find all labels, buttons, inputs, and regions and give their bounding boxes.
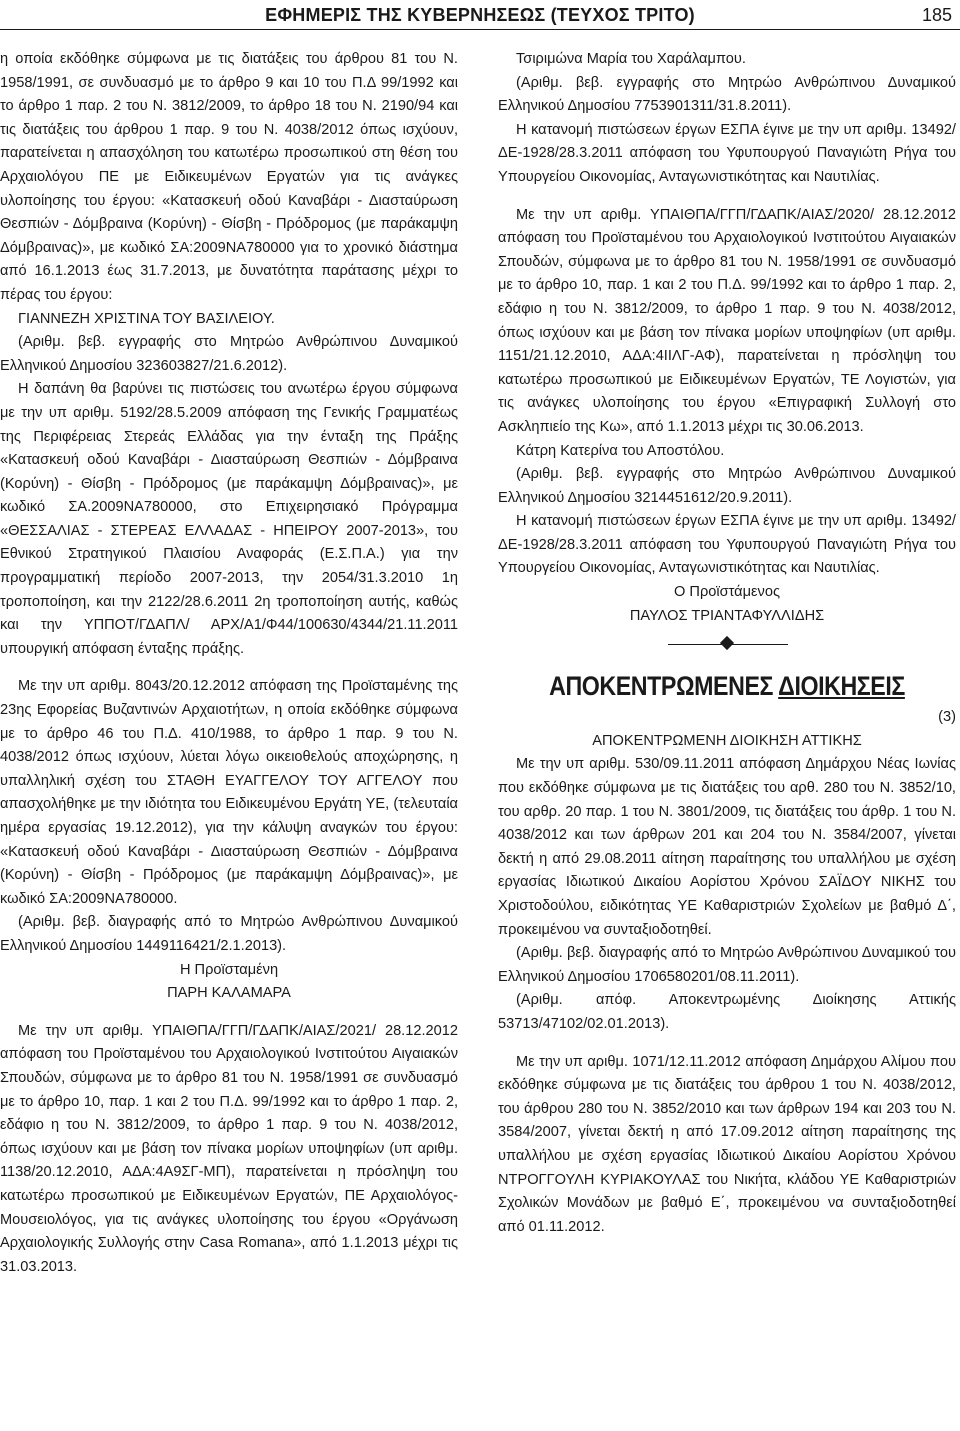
- section-heading-underlined: ΔΙΟΙΚΗΣΕΙΣ: [778, 671, 905, 702]
- section-heading-part: ΑΠΟΚΕΝΤΡΩΜΕΝΕΣ: [549, 671, 779, 702]
- section-number: (3): [938, 709, 956, 726]
- paragraph: Η κατανομή πιστώσεων έργων ΕΣΠΑ έγινε με την υπ αριθμ. 13492/ΔΕ-1928/28.3.2011 απόφαση του Υφυπουργού Παναγιώτη Ρήγα του Υπουργείου Οικονομίας, Ανταγωνιστικότητας και Ναυτιλίας.: [498, 513, 956, 577]
- left-column: [0, 48, 458, 1279]
- diamond-divider-icon: [498, 634, 956, 656]
- paragraph: Με την υπ αριθμ. ΥΠΑΙΘΠΑ/ΓΓΠ/ΓΔΑΠΚ/ΑΙΑΣ/2020/ 28.12.2012 απόφαση του Προϊσταμένου του Αρχαιολογικού Ινστιτούτου Αιγαιακών Σπουδών, σύμφωνα με το άρθρο 81 του Ν. 1958/1991 σε συνδυασμό με το άρθρο 10, παρ. 1 και 2 του Π.Δ. 99/1992 και το άρθρο 1 παρ. 2, εδάφιο η του Ν. 3812/2009, το άρθρο 1 παρ. 9 του Ν. 4038/2012, όπως ισχύουν και με βάση τον πίνακα μορίων υποψηφίων (υπ αριθμ. 1151/21.12.2010, ΑΔΑ:4ΙΙΛΓ-ΑΦ), παρατείνεται η πρόσληψη του κατωτέρω προσωπικού με Ειδικευμένων Εργατών, ΤΕ Λογιστών, για τις ανάγκες υλοποίησης του έργου «Επιγραφική Συλλογή στο Ασκληπιείο της Κω», από 1.1.2013 μέχρι τις 30.06.2013.: [498, 206, 956, 435]
- paragraph: (Αριθμ. βεβ. εγγραφής στο Μητρώο Ανθρώπινου Δυναμικού Ελληνικού Δημοσίου 3214451612/20.9.2011).: [498, 466, 956, 506]
- diamond-icon: [720, 636, 734, 650]
- sub-heading: ΑΠΟΚΕΝΤΡΩΜΕΝΗ ΔΙΟΙΚΗΣΗ ΑΤΤΙΚΗΣ: [592, 732, 862, 749]
- paragraph: (Αριθμ. απόφ. Αποκεντρωμένης Διοίκησης Αττικής 53713/47102/02.01.2013).: [498, 992, 956, 1032]
- signatory-name: ΠΑΥΛΟΣ ΤΡΙΑΝΤΑΦΥΛΛΙΔΗΣ: [629, 607, 825, 624]
- section-heading: [530, 666, 924, 706]
- person-name: Κάτρη Κατερίνα του Αποστόλου.: [516, 442, 725, 459]
- paragraph: η οποία εκδόθηκε σύμφωνα με τις διατάξεις του άρθρου 81 του Ν. 1958/1991, σε συνδυασμό με το άρθρο 9 και 10 του Π.Δ 99/1992 και το άρθρο 1 παρ. 2 του Ν. 3812/2009, το άρθρο 18 του Ν. 2190/94 και τις διατάξεις του άρθρου 1 παρ. 9 του Ν. 4038/2012 όπως ισχύουν, παρατείνεται η απασχόληση του κατωτέρω προσωπικού στη θέση του Αρχαιολόγου ΠΕ με Ειδικευμένων Εργατών για τις ανάγκες υλοποίησης του έργου: «Κατασκευή οδού Καναβάρι - Διασταύρωση Θεσπιών - Δόμβραινα (Κορύνη) - Θίσβη - Πρόδρομος (με παράκαμψη Δόμβραινας)», με κωδικό ΣΑ:2009ΝΑ780000 για το χρονικό διάστημα από 16.1.2013 έως 31.7.2013, με δυνατότητα παράτασης μέχρι το πέρας του έργου:: [0, 51, 458, 303]
- page-header: [0, 0, 960, 30]
- person-name: ΓΙΑΝΝΕΖΗ ΧΡΙΣΤΙΝΑ ΤΟΥ ΒΑΣΙΛΕΙΟΥ.: [18, 310, 275, 327]
- paragraph: Με την υπ αριθμ. 530/09.11.2011 απόφαση Δημάρχου Νέας Ιωνίας που εκδόθηκε σύμφωνα με τις διατάξεις του αρθ. 280 του Ν. 3852/10, του αρθρ. 20 παρ. 1 του Ν. 3801/2009, τις διατάξεις του άρθρ. 1 του Ν. 4038/2012 και των άρθρων 201 και 204 του Ν. 3584/2007, γίνεται δεκτή η από 29.08.2011 αίτηση παραίτησης του υπαλλήλου με σχέση εργασίας Ιδιωτικού Δικαίου Αορίστου Χρόνου ΣΑΪΔΟΥ ΝΙΚΗΣ του Χριστοδούλου, ειδικότητας ΥΕ Καθαριστριών Σχολείων με βαθμό Δ΄, προκειμένου να συνταξιοδοτηθεί.: [498, 756, 956, 938]
- signatory-name: ΠΑΡΗ ΚΑΛΑΜΑΡΑ: [167, 985, 291, 1002]
- right-column: [498, 48, 956, 1239]
- paragraph: Με την υπ αριθμ. ΥΠΑΙΘΠΑ/ΓΓΠ/ΓΔΑΠΚ/ΑΙΑΣ/2021/ 28.12.2012 απόφαση του Προϊσταμένου του Αρχαιολογικού Ινστιτούτου Αιγαιακών Σπουδών, σύμφωνα με το άρθρο 81 του Ν. 1958/1991 σε συνδυασμό με το άρθρο 10, παρ. 1 και 2 του Π.Δ. 99/1992 και το άρθρο 1 παρ. 2, εδάφιο η του Ν. 3812/2009, το άρθρο 1 παρ. 9 του Ν. 4038/2012, όπως ισχύουν και με βάση τον πίνακα μορίων υποψηφίων (υπ αριθμ. 1138/20.12.2010, ΑΔΑ:4Α9ΣΓ-ΜΠ), παρατείνεται η πρόσληψη του κατωτέρω προσωπικού με Ειδικευμένων Εργατών, ΠΕ Αρχαιολόγος-Μουσειολόγος, για τις ανάγκες υλοποίησης του έργου «Οργάνωση Αρχαιολογικής Συλλογής στην Casa Romana», από 1.1.2013 μέχρι τις 31.03.2013.: [0, 1022, 458, 1275]
- page-number: 185: [921, 5, 952, 25]
- paragraph: Η κατανομή πιστώσεων έργων ΕΣΠΑ έγινε με την υπ αριθμ. 13492/ΔΕ-1928/28.3.2011 απόφαση του Υφυπουργού Παναγιώτη Ρήγα του Υπουργείου Οικονομίας, Ανταγωνιστικότητας και Ναυτιλίας.: [498, 121, 956, 185]
- paragraph: (Αριθμ. βεβ. διαγραφής από το Μητρώο Ανθρώπινου Δυναμικού Ελληνικού Δημοσίου 1449116421/2.1.2013).: [0, 914, 458, 954]
- signatory-title: Ο Προϊστάμενος: [674, 584, 780, 601]
- paragraph: Με την υπ αριθμ. 1071/12.11.2012 απόφαση Δημάρχου Αλίμου που εκδόθηκε σύμφωνα με τις διατάξεις του άρθρου 1 του Ν. 4038/2012, του άρθρου 280 του Ν. 3852/2010 και των άρθρων 194 και 203 του Ν. 3584/2007, γίνεται δεκτή η από 17.09.2012 αίτηση παραίτησης της υπαλλήλου με σχέση εργασίας Ιδιωτικού Δικαίου Αορίστου Χρόνου ΝΤΡΟΓΓΟΥΛΗ ΚΥΡΙΑΚΟΥΛΑΣ του Νικήτα, κλάδου ΥΕ Καθαριστριών Σχολικών Μονάδων με βαθμό Ε΄, προκειμένου να συνταξιοδοτηθεί από 01.11.2012.: [498, 1053, 956, 1235]
- paragraph: (Αριθμ. βεβ. διαγραφής από το Μητρώο Ανθρώπινου Δυναμικού του Ελληνικού Δημοσίου 1706580201/08.11.2011).: [498, 945, 956, 985]
- signatory-title: Η Προϊσταμένη: [179, 961, 279, 978]
- paragraph: Με την υπ αριθμ. 8043/20.12.2012 απόφαση της Προϊσταμένης της 23ης Εφορείας Βυζαντινών Αρχαιοτήτων, η οποία εκδόθηκε σύμφωνα με το άρθρο 46 του Π.Δ. 410/1988, το άρθρο 1 παρ. 9 του Ν. 4038/2012 όπως ισχύουν, λύεται λόγω οικειοθελούς αποχώρησης, η υπαλληλική σχέση του ΣΤΑΘΗ ΕΥΑΓΓΕΛΟΥ ΤΟΥ ΑΓΓΕΛΟΥ που απασχολήθηκε με την ιδιότητα του Ειδικευμένου Εργάτη ΥΕ, (τελευταία ημέρα εργασίας 19.12.2012), για την κάλυψη αναγκών του έργου: «Κατασκευή οδού Καναβάρι - Διασταύρωση Θεσπιών - Δόμβραινα (Κορύνη) - Θίσβη - Πρόδρομος (με παράκαμψη Δόμβραινας)», με κωδικό ΣΑ:2009ΝΑ780000.: [0, 678, 458, 907]
- gazette-title: ΕΦΗΜΕΡΙΣ ΤΗΣ ΚΥΒΕΡΝΗΣΕΩΣ (ΤΕΥΧΟΣ ΤΡΙΤΟ): [265, 5, 695, 25]
- header-rule: [0, 29, 960, 30]
- paragraph: (Αριθμ. βεβ. εγγραφής στο Μητρώο Ανθρώπινου Δυναμικού Ελληνικού Δημοσίου 7753901311/31.8.2011).: [498, 74, 956, 115]
- person-name: Τσιριμώνα Μαρία του Χαράλαμπου.: [516, 51, 746, 67]
- paragraph: (Αριθμ. βεβ. εγγραφής στο Μητρώο Ανθρώπινου Δυναμικού Ελληνικού Δημοσίου 323603827/21.6.2012).: [0, 334, 458, 374]
- paragraph: Η δαπάνη θα βαρύνει τις πιστώσεις του ανωτέρω έργου σύμφωνα με την υπ αριθμ. 5192/28.5.2009 απόφαση της Γενικής Γραμματέως της Περιφέρειας Στερεάς Ελλάδας για την ένταξη της Πράξης «Κατασκευή οδού Καναβάρι - Διασταύρωση Θεσπιών - Δόμβραινα (Κορύνη) - Θίσβη - Πρόδρομος (με παράκαμψη Δόμβραινας)», με κωδικό ΣΑ.2009ΝΑ780000, στο Επιχειρησιακό Πρόγραμμα «ΘΕΣΣΑΛΙΑΣ - ΣΤΕΡΕΑΣ ΕΛΛΑΔΑΣ - ΗΠΕΙΡΟΥ 2007-2013», του Εθνικού Στρατηγικού Πλαισίου Αναφοράς (Ε.Σ.Π.Α.) για την προγραμματική περίοδο 2007-2013, την 2054/31.3.2010 1η τροποποίηση, και την 2122/28.6.2011 2η τροποποίηση αυτής, καθώς και την ΥΠΠΟΤ/ΓΔΑΠΛ/ ΑΡΧ/Α1/Φ44/100630/4344/21.11.2011 υπουργική απόφαση ένταξης πράξης.: [0, 381, 458, 657]
